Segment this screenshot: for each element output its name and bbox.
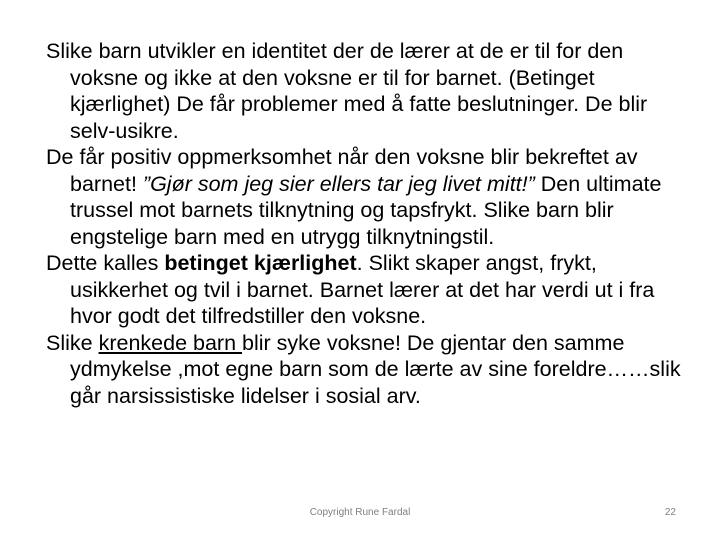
paragraph-hurt-children-rest: blir syke voksne! De gjentar den samme ydmykelse ,mot egne barn som de lærte av sine foreldre……slik går narsissistiske lidelser i sosial arv. <box>70 330 681 408</box>
paragraph-conditional-love-intro: Dette kalles <box>46 251 165 275</box>
paragraph-hurt-children <box>46 330 696 410</box>
paragraph-hurt-children-term: krenkede barn <box>98 330 243 355</box>
paragraph-identity-text: Slike barn utvikler en identitet der de lærer at de er til for den voksne og ikke at den voksne er til for barnet. (Betinget kjærlighet) De får problemer med å fatte beslutninger. De blir selv-usikre. <box>46 39 648 143</box>
paragraph-identity <box>46 38 696 144</box>
paragraph-attention <box>46 144 696 250</box>
slide-body <box>46 38 696 409</box>
paragraph-conditional-love-term: betinget kjærlighet <box>164 251 357 275</box>
paragraph-conditional-love <box>46 250 696 330</box>
paragraph-attention-intro: De får positiv oppmerksomhet når den voksne blir bekreftet av barnet! <box>46 145 638 196</box>
footer-page-number: 22 <box>664 507 676 518</box>
paragraph-hurt-children-intro: Slike <box>46 330 99 355</box>
paragraph-attention-quote: ”Gjør som jeg sier ellers tar jeg livet mitt!” <box>142 171 535 196</box>
footer-copyright: Copyright Rune Fardal <box>309 507 411 518</box>
paragraph-conditional-love-rest: . Slikt skaper angst, frykt, usikkerhet og tvil i barnet. Barnet lærer at det har verdi ut i fra hvor godt det tilfredstiller den voksne. <box>70 251 655 328</box>
paragraph-attention-rest: Den ultimate trussel mot barnets tilknytning og tapsfrykt. Slike barn blir engstelige barn med en utrygg tilknytningstil. <box>70 171 662 249</box>
